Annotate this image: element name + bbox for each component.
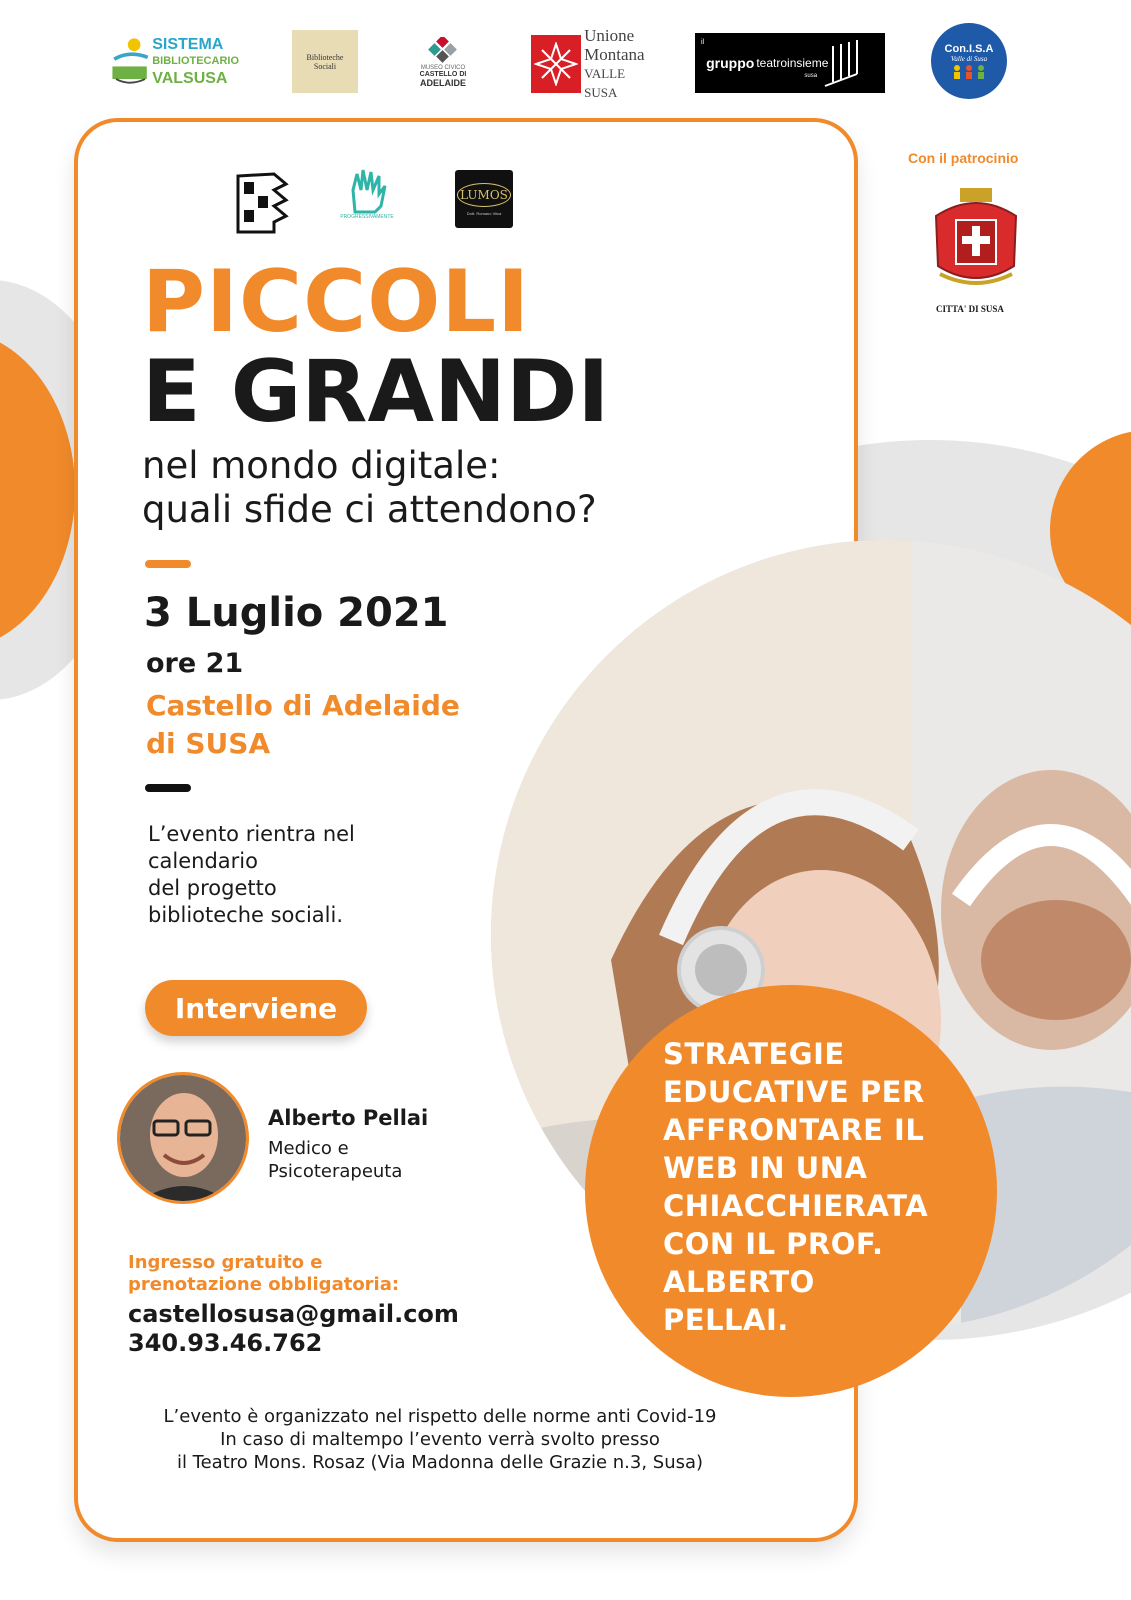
subtitle-line2: quali sfide ci attendono? [142,488,597,531]
museo-line1: MUSEO CIVICO [420,64,466,71]
black-divider [145,784,191,792]
highlight-line7: ALBERTO [663,1265,815,1299]
highlight-line1: STRATEGIE [663,1037,845,1071]
gruppo-prefix: il [701,39,705,46]
people-icon [949,63,989,79]
citta-di-susa-label: CITTA' DI SUSA [936,304,1004,314]
title-line1: PICCOLI [142,252,531,352]
highlight-line4: WEB IN UNA [663,1151,868,1185]
interviene-pill: Interviene [145,980,367,1036]
highlight-text [663,1035,983,1339]
highlight-line2: EDUCATIVE PER [663,1075,925,1109]
building-icon [234,170,290,236]
event-date: 3 Luglio 2021 [144,590,449,636]
hand-icon [345,168,389,214]
sistema-line2: BIBLIOTECARIO [152,54,239,67]
highlight-line5: CHIACCHIERATA [663,1189,929,1223]
consa-line1: Con.I.S.A [944,43,994,55]
coat-of-arms-icon [930,186,1022,294]
gruppo-rest: teatroinsieme [756,56,829,70]
sistema-line1: SISTEMA [152,35,224,53]
logo-museo-civico [412,30,474,94]
gruppo-bold: gruppo [706,55,755,71]
registration-email[interactable]: castellosusa@gmail.com [128,1300,459,1328]
registration-label-line1: Ingresso gratuito e [128,1252,323,1273]
logo-consa [931,23,1007,99]
unione-star-icon [531,35,581,93]
biblioteche-label: Biblioteche Sociali [306,52,344,71]
event-time: ore 21 [146,648,244,679]
highlight-line3: AFFRONTARE IL [663,1113,925,1147]
museo-line2: CASTELLO DI [419,70,467,78]
logo-biblioteche-sociali [292,30,358,93]
speaker-avatar [117,1072,249,1204]
speaker-portrait [120,1075,246,1201]
title-line2: E GRANDI [142,342,610,442]
logo-lumos [455,170,513,228]
book-figure-icon [107,31,152,91]
subtitle-line1: nel mondo digitale: [142,444,501,487]
venue-line1: Castello di Adelaide [146,689,460,722]
orange-divider [145,560,191,568]
gruppo-sub: susa [804,73,818,79]
note-line2: calendario [148,849,258,873]
progressivamente-label: PROGRESSIVAMENTE [340,214,394,220]
patrocinio-label: Con il patrocinio [908,150,1019,166]
speaker-role-line2: Psicoterapeuta [268,1161,403,1182]
note-line3: del progetto [148,876,277,900]
logo-sistema-bibliotecario [107,26,239,96]
diamond-mosaic-icon [426,37,460,65]
footer-line2: In caso di maltempo l’evento verrà svolto presso [220,1429,660,1450]
logo-unione-montana [531,26,651,100]
unione-line1: Unione [584,26,635,45]
highlight-line8: PELLAI. [663,1303,789,1337]
lumos-label: LUMOS [457,183,511,207]
footer-line3: il Teatro Mons. Rosaz (Via Madonna delle Grazie n.3, Susa) [176,1452,704,1473]
logo-building [234,170,290,236]
speaker-role-line1: Medico e [268,1138,349,1159]
highlight-circle [585,985,997,1397]
susa-coat-of-arms [930,186,1022,294]
lumos-sub: Dott. Romano Vilca [466,210,502,216]
logo-progressivamente [340,168,394,230]
registration-phone[interactable]: 340.93.46.762 [128,1329,323,1357]
registration-label-line2: prenotazione obbligatoria: [128,1274,400,1295]
consa-line2: Valle di Susa [950,55,988,63]
sistema-line3: VALSUSA [152,69,228,87]
unione-line2: Montana [584,45,645,64]
note-line1: L’evento rientra nel [148,822,355,846]
museo-line3: ADELAIDE [419,77,466,88]
venue-line2: di SUSA [146,727,271,760]
logo-gruppo-teatroinsieme [695,33,885,93]
note-line4: biblioteche sociali. [148,903,343,927]
footer-line1: L’evento è organizzato nel rispetto delle norme anti Covid-19 [163,1406,717,1427]
speaker-name: Alberto Pellai [268,1106,429,1130]
stairs-icon [823,38,859,88]
unione-line3: VALLE SUSA [584,66,626,100]
highlight-line6: CON IL PROF. [663,1227,884,1261]
